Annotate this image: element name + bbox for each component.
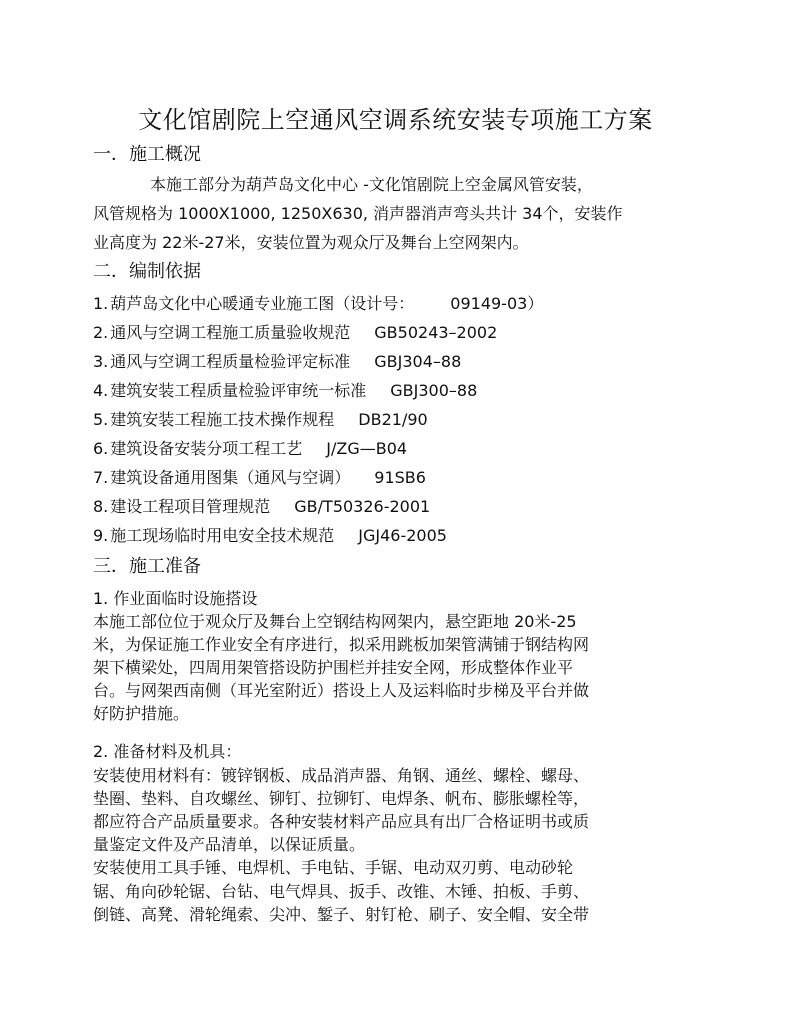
- reference-item: [93, 323, 497, 343]
- reference-item: [93, 381, 477, 401]
- subsection-heading-materials: 2. 准备材料及机具：: [93, 742, 242, 761]
- reference-item: [93, 352, 461, 372]
- reference-name: 通风与空调工程施工质量验收规范: [110, 323, 351, 342]
- document-title: 文化馆剧院上空通风空调系统安装专项施工方案: [138, 106, 653, 134]
- reference-number: 7.: [93, 468, 109, 487]
- paragraph-line: 本施工部分为葫芦岛文化中心 -文化馆剧院上空金属风管安装，: [150, 175, 593, 194]
- paragraph-line: 锯、角向砂轮锯、台钻、电气焊具、扳手、改锥、木锤、拍板、手剪、: [93, 882, 590, 901]
- reference-code: JGJ46-2005: [358, 526, 447, 545]
- reference-name: 建筑安装工程施工技术操作规程: [110, 410, 335, 429]
- paragraph-line: 米，为保证施工作业安全有序进行，拟采用跳板加架管满铺于钢结构网: [93, 635, 590, 654]
- reference-name: 建设工程项目管理规范: [110, 497, 271, 516]
- paragraph-line: 风管规格为 1000X1000, 1250X630, 消声器消声弯头共计 34个，安装作: [93, 204, 623, 223]
- paragraph-line: 本施工部位位于观众厅及舞台上空钢结构网架内，悬空距地 20米-25: [93, 612, 577, 631]
- reference-name: 葫芦岛文化中心暖通专业施工图（设计号：: [110, 294, 415, 313]
- reference-number: 3.: [93, 352, 109, 371]
- paragraph-line: 都应符合产品质量要求。各种安装材料产品应具有出厂合格证明书或质: [93, 812, 590, 831]
- paragraph-line: 垫圈、垫料、自攻螺丝、铆钉、拉铆钉、电焊条、帆布、膨胀螺栓等，: [93, 789, 590, 808]
- reference-number: 8.: [93, 497, 109, 516]
- reference-name: 建筑设备通用图集（通风与空调）: [110, 468, 351, 487]
- section-heading-overview: 一．施工概况: [93, 144, 201, 165]
- paragraph-line: 安装使用材料有：镀锌钢板、成品消声器、角钢、通丝、螺栓、螺母、: [93, 766, 590, 785]
- reference-code: GBJ300–88: [390, 381, 478, 400]
- reference-number: 5.: [93, 410, 109, 429]
- reference-code: 91SB6: [374, 468, 426, 487]
- reference-code: 09149-03）: [450, 294, 544, 313]
- reference-number: 6.: [93, 439, 109, 458]
- reference-code: DB21/90: [358, 410, 428, 429]
- reference-name: 通风与空调工程质量检验评定标准: [110, 352, 351, 371]
- paragraph-line: 架下横梁处，四周用架管搭设防护围栏并挂安全网，形成整体作业平: [93, 658, 574, 677]
- reference-name: 建筑设备安装分项工程工艺: [110, 439, 303, 458]
- paragraph-line: 业高度为 22米-27米，安装位置为观众厅及舞台上空网架内。: [93, 233, 529, 252]
- reference-item: [93, 468, 426, 488]
- reference-name: 建筑安装工程质量检验评审统一标准: [110, 381, 367, 400]
- reference-item: [93, 439, 407, 459]
- reference-number: 4.: [93, 381, 109, 400]
- reference-item: [93, 410, 428, 430]
- paragraph-line: 量鉴定文件及产品清单，以保证质量。: [93, 835, 366, 854]
- reference-number: 9.: [93, 526, 109, 545]
- subsection-heading-temporary-facilities: 1. 作业面临时设施搭设: [93, 589, 258, 608]
- reference-code: GBJ304–88: [374, 352, 462, 371]
- reference-item: [93, 526, 447, 546]
- paragraph-line: 倒链、高凳、滑轮绳索、尖冲、錾子、射钉枪、刷子、安全帽、安全带: [93, 905, 590, 924]
- reference-code: GB/T50326-2001: [294, 497, 431, 516]
- reference-number: 1.: [93, 294, 109, 313]
- reference-item: [93, 294, 543, 314]
- section-heading-preparation: 三．施工准备: [93, 556, 201, 577]
- reference-code: GB50243–2002: [374, 323, 498, 342]
- paragraph-line: 好防护措施。: [93, 704, 190, 723]
- reference-name: 施工现场临时用电安全技术规范: [110, 526, 335, 545]
- reference-code: J/ZG—B04: [326, 439, 408, 458]
- reference-item: [93, 497, 430, 517]
- paragraph-line: 安装使用工具手锤、电焊机、手电钻、手锯、电动双刃剪、电动砂轮: [93, 858, 574, 877]
- paragraph-line: 台。与网架西南侧（耳光室附近）搭设上人及运料临时步梯及平台并做: [93, 681, 590, 700]
- section-heading-basis: 二．编制依据: [93, 261, 201, 282]
- reference-number: 2.: [93, 323, 109, 342]
